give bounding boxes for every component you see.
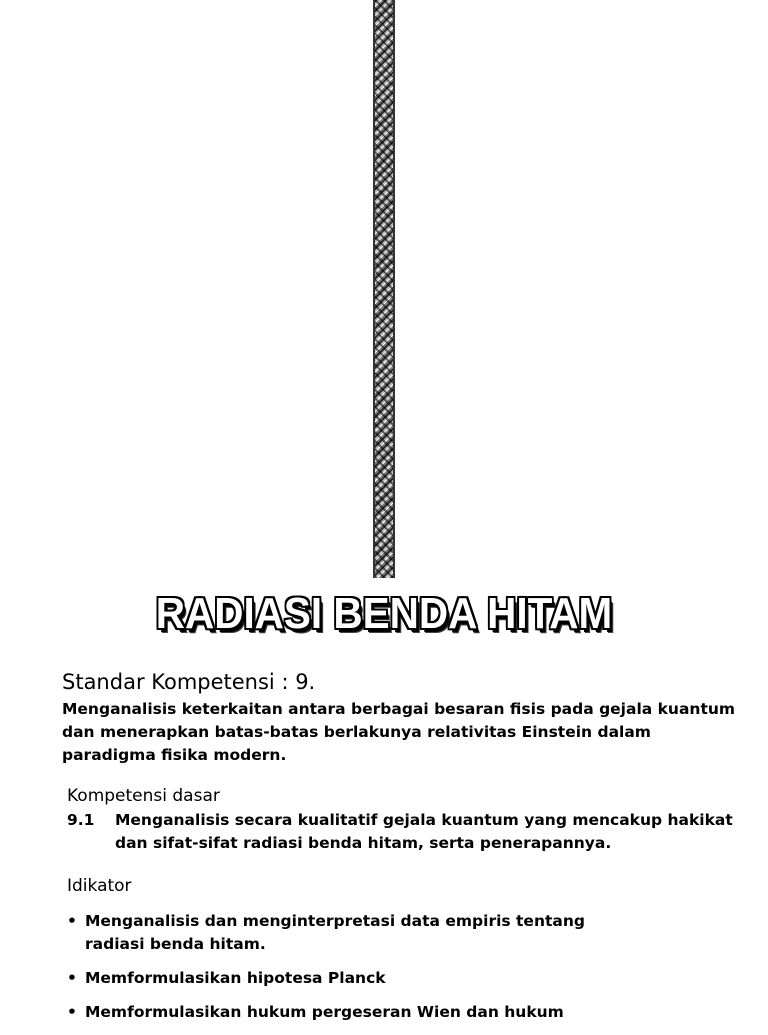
indikator-heading: Idikator [67,876,132,896]
indikator-item-text: Memformulasikan hukum pergeseran Wien dan hukum [85,1003,564,1021]
standar-kompetensi-heading: Standar Kompetensi : 9. [62,670,316,694]
kompetensi-dasar-item [67,809,747,855]
bullet-icon: • [67,1003,77,1021]
list-item [67,910,747,956]
indikator-list [67,910,747,1035]
kompetensi-dasar-number: 9.1 [67,811,95,829]
list-item [67,967,747,990]
page-title: RADIASI BENDA HITAM [155,589,613,638]
bullet-icon: • [67,912,77,930]
indikator-item-text: Menganalisis dan menginterpretasi data empiris tentang radiasi benda hitam. [85,912,585,953]
list-item [67,1001,747,1024]
decorative-zigzag-bar [373,0,395,578]
bullet-icon: • [67,969,77,987]
standar-kompetensi-body: Menganalisis keterkaitan antara berbagai besaran fisis pada gejala kuantum dan menerapkan batas-batas berlakunya relativitas Einstein dalam paradigma fisika modern. [62,700,736,764]
kompetensi-dasar-heading: Kompetensi dasar [67,786,220,806]
kompetensi-dasar-text: Menganalisis secara kualitatif gejala kuantum yang mencakup hakikat dan sifat-sifat radiasi benda hitam, serta penerapannya. [115,811,733,852]
indikator-item-text: Memformulasikan hipotesa Planck [85,969,386,987]
